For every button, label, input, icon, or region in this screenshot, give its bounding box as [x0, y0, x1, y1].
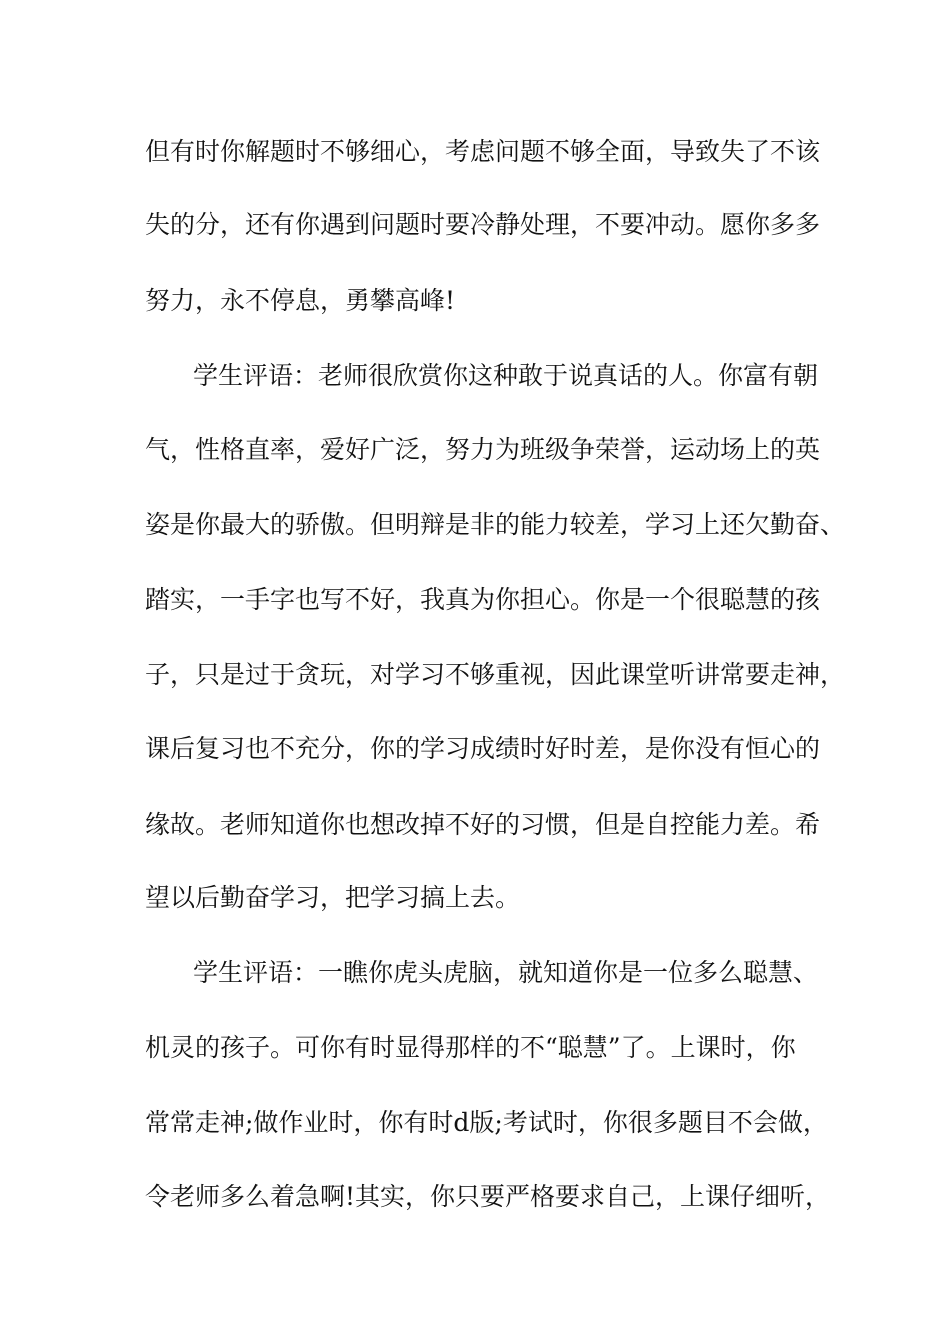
- text-line: 失的分，还有你遇到问题时要冷静处理，不要冲动。愿你多多: [145, 210, 821, 239]
- text-line: 缘故。老师知道你也想改掉不好的习惯，但是自控能力差。希: [145, 810, 821, 839]
- text-line: 望以后勤奋学习，把学习搞上去。: [145, 883, 521, 912]
- text-line: 姿是你最大的骄傲。但明辩是非的能力较差，学习上还欠勤奋、: [145, 510, 846, 539]
- text-line: 踏实，一手字也写不好，我真为你担心。你是一个很聪慧的孩: [145, 585, 821, 614]
- text-line: 但有时你解题时不够细心，考虑问题不够全面，导致失了不该: [145, 137, 821, 166]
- paragraph-start-line: 学生评语：老师很欣赏你这种敢于说真话的人。你富有朝: [193, 361, 819, 390]
- text-line: 机灵的孩子。可你有时显得那样的不“聪慧”了。上课时，你: [145, 1033, 796, 1062]
- text-line: 子，只是过于贪玩，对学习不够重视，因此课堂听讲常要走神，: [145, 660, 846, 689]
- text-line: 气，性格直率，爱好广泛，努力为班级争荣誉，运动场上的英: [145, 435, 821, 464]
- text-line: 课后复习也不充分，你的学习成绩时好时差，是你没有恒心的: [145, 734, 821, 763]
- paragraph-start-line: 学生评语：一瞧你虎头虎脑，就知道你是一位多么聪慧、: [193, 958, 819, 987]
- text-line: 令老师多么着急啊!其实，你只要严格要求自己，上课仔细听，: [145, 1182, 831, 1211]
- text-line: 常常走神;做作业时，你有时d版;考试时，你很多题目不会做，: [145, 1108, 828, 1137]
- text-line: 努力，永不停息，勇攀高峰!: [145, 286, 456, 315]
